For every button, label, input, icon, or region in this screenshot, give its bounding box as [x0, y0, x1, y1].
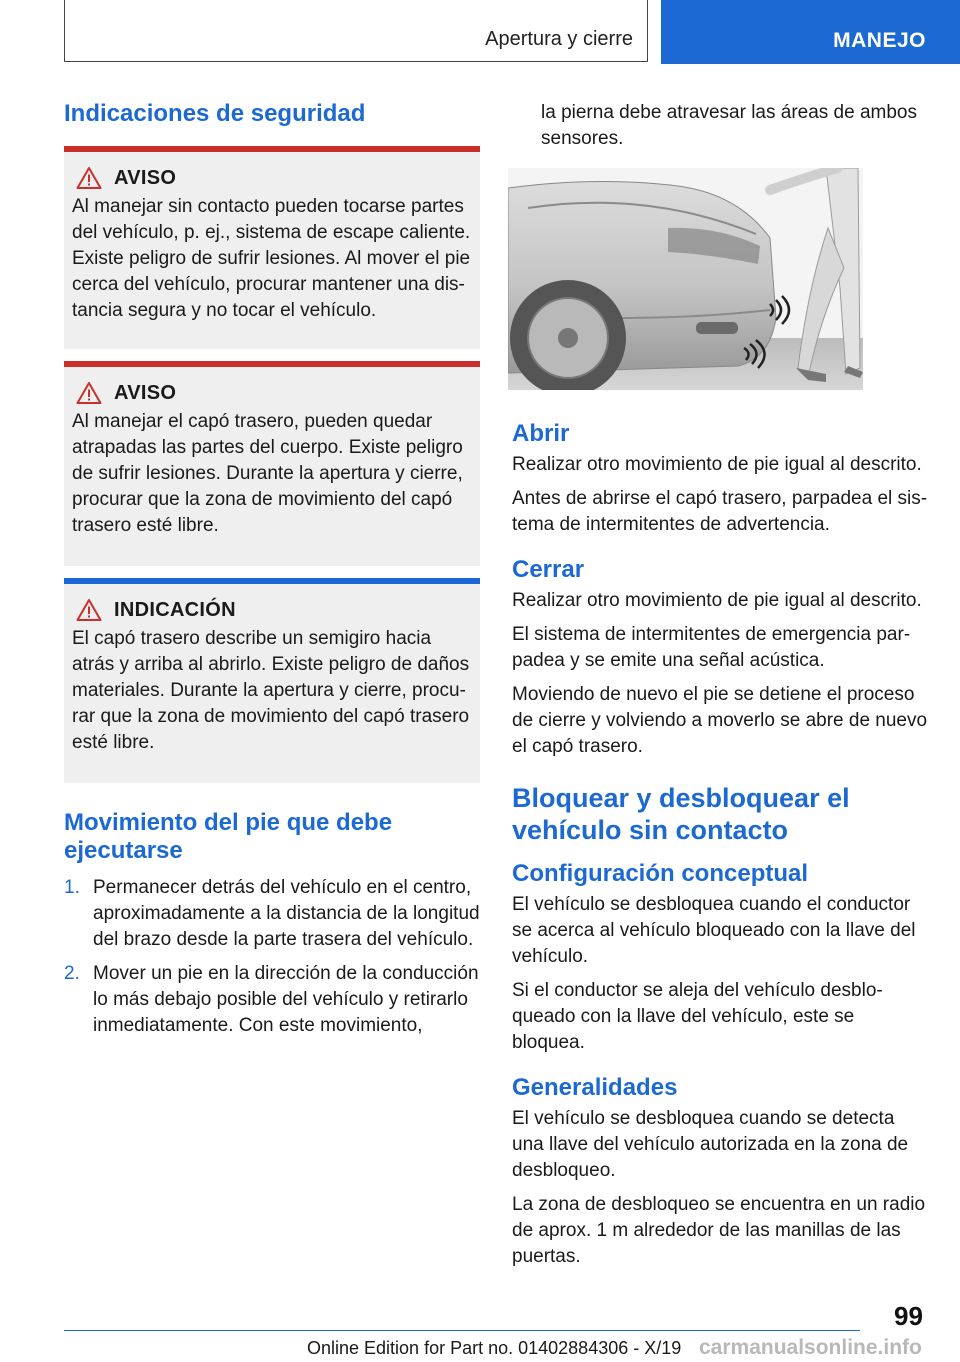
warning-triangle-icon	[76, 381, 102, 405]
step-text: Permanecer detrás del vehículo en el centro, aproximadamente a la distancia de la longitud del brazo desde la parte trasera del vehículo.	[93, 877, 480, 950]
open-heading: Abrir	[512, 420, 570, 447]
concept-heading: Configuración conceptual	[512, 860, 809, 887]
movement-heading: Movimiento del pie que debe ejecutarse	[64, 809, 393, 864]
footer-edition: Online Edition for Part no. 01402884306 - X/19	[307, 1338, 682, 1358]
close-text-2: El sistema de intermitentes de emergencia parpadea y se emite una señal acústica.	[512, 624, 911, 671]
general-text-1: El vehículo se desbloquea cuando se detecta una llave del vehículo autorizada en la zona de desbloqueo.	[512, 1108, 909, 1181]
close-text-1: Realizar otro movimiento de pie igual al descrito.	[512, 590, 922, 611]
left-column	[64, 100, 480, 1047]
general-heading: Generalidades	[512, 1074, 678, 1101]
movement-steps	[64, 875, 480, 1039]
continuation-text: la pierna debe atravesar las áreas de ambos sensores.	[541, 102, 918, 149]
watermark: carmanualsonline.info	[699, 1336, 922, 1359]
concept-text-1: El vehículo se desbloquea cuando el conductor se acerca al vehículo bloqueado con la llave del vehículo.	[512, 894, 916, 967]
warning-label: AVISO	[114, 166, 177, 189]
warning-box-2	[64, 361, 480, 566]
close-text-3: Moviendo de nuevo el pie se detiene el proceso de cierre y volviendo a moverlo se abre de nuevo el capó trasero.	[512, 684, 928, 757]
step-text: Mover un pie en la dirección de la conducción lo más debajo posible del vehículo y retirarlo inmediatamente. Con este movimiento,	[93, 963, 479, 1036]
step-number: 1.	[64, 877, 80, 898]
right-column	[512, 100, 928, 1270]
header-chapter-label: MANEJO	[833, 29, 926, 52]
footer-divider	[64, 1330, 860, 1331]
safety-heading: Indicaciones de seguridad	[64, 100, 366, 127]
warning-triangle-icon	[76, 166, 102, 190]
header-chapter-tab[interactable]	[661, 0, 960, 64]
note-text: El capó trasero describe un semigiro hacia atrás y arriba al abrirlo. Existe peligro de daños materiales. Durante la apertura y cierre, procurar que la zona de movimiento del capó trasero esté libre.	[72, 628, 470, 753]
step-number: 2.	[64, 963, 80, 984]
warning-text: Al manejar sin contacto pueden tocarse partes del vehículo, p. ej., sistema de escape caliente. Existe peligro de sufrir lesiones. Al mover el pie cerca del vehículo, procurar mantener una distancia segura y no tocar el vehículo.	[72, 196, 471, 321]
warning-triangle-icon	[76, 598, 102, 622]
open-text-1: Realizar otro movimiento de pie igual al descrito.	[512, 454, 922, 475]
header-section-box	[64, 0, 648, 62]
note-label: INDICACIÓN	[114, 598, 236, 621]
open-text-2: Antes de abrirse el capó trasero, parpadea el sistema de intermitentes de advertencia.	[512, 488, 928, 535]
car-rear-illustration	[508, 168, 863, 390]
general-text-2: La zona de desbloqueo se encuentra en un radio de aprox. 1 m alrededor de las manillas de las puertas.	[512, 1194, 926, 1267]
foot-sensor-illustration	[508, 168, 863, 390]
close-heading: Cerrar	[512, 556, 585, 583]
list-item	[64, 875, 480, 953]
note-box	[64, 578, 480, 783]
warning-box-1	[64, 146, 480, 349]
concept-text-2: Si el conductor se aleja del vehículo desbloqueado con la llave del vehículo, este se bloquea.	[512, 980, 883, 1053]
list-item	[64, 961, 480, 1039]
page-number: 99	[894, 1301, 923, 1331]
warning-label: AVISO	[114, 381, 177, 404]
warning-text: Al manejar el capó trasero, pueden quedar atrapadas las partes del cuerpo. Existe peligro de sufrir lesiones. Durante la apertura y cierre, procurar que la zona de movimiento del capó trasero esté libre.	[72, 411, 463, 536]
lock-heading: Bloquear y desbloquear el vehículo sin contacto	[512, 783, 850, 845]
header-section-title: Apertura y cierre	[485, 28, 633, 50]
